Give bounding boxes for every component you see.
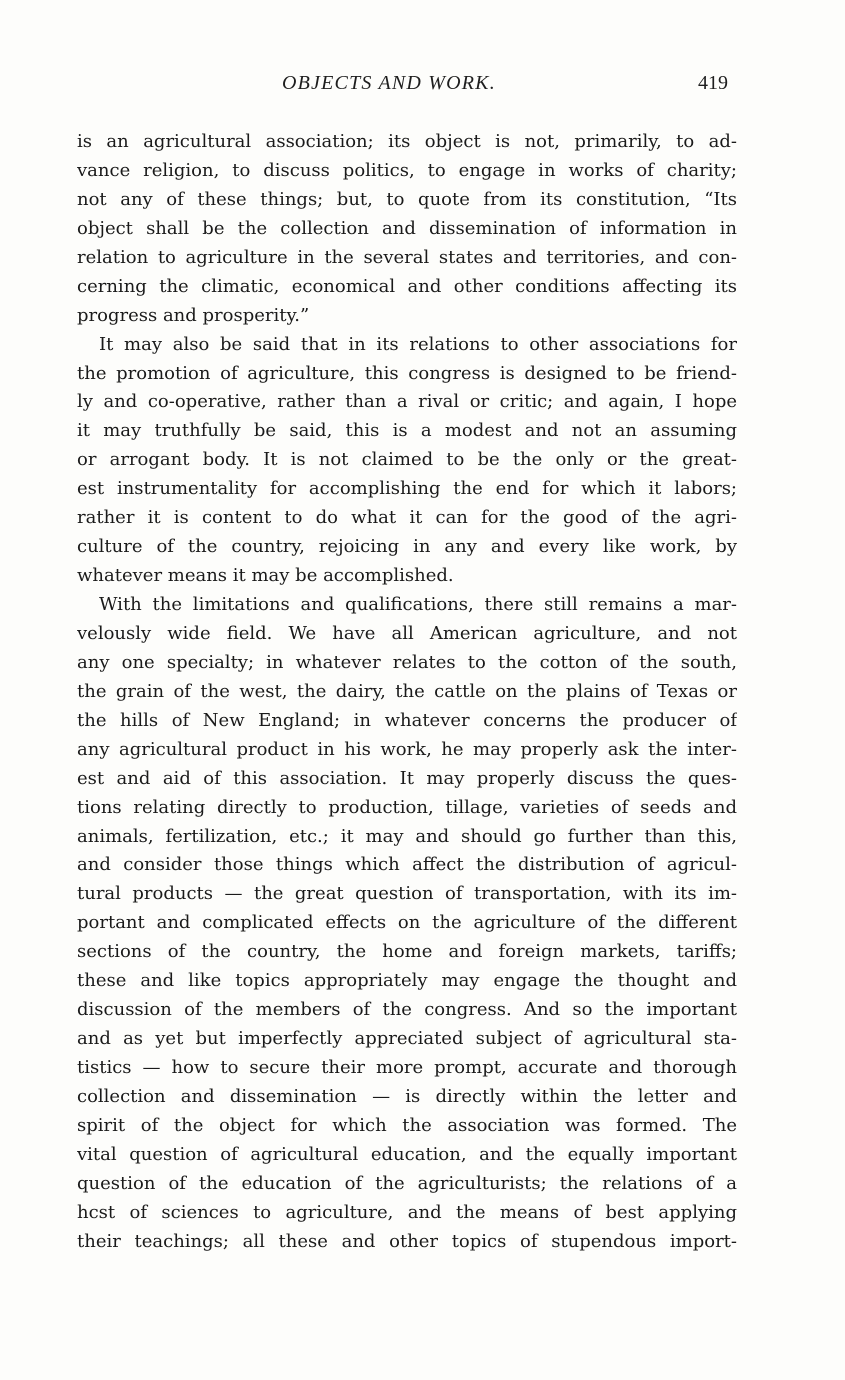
body-text — [77, 128, 737, 1257]
text-line: tistics — how to secure their more prompt, accurate and thorough — [77, 1057, 737, 1078]
paragraph-3 — [77, 591, 737, 1257]
text-line: progress and prosperity.” — [77, 304, 310, 326]
text-line: ly and co-operative, rather than a rival or critic; and again, I hope — [77, 391, 737, 413]
text-line: the grain of the west, the dairy, the cattle on the plains of Texas or — [77, 680, 737, 702]
text-line: the hills of New England; in whatever concerns the producer of — [77, 709, 737, 731]
text-line: With the limitations and qualifications, there still remains a mar- — [99, 594, 737, 615]
text-line: spirit of the object for which the association was formed. The — [77, 1114, 737, 1136]
text-line: discussion of the members of the congress. And so the important — [77, 999, 737, 1021]
text-line: est and aid of this association. It may properly discuss the ques- — [77, 767, 737, 789]
text-line: relation to agriculture in the several states and territories, and con- — [77, 246, 737, 268]
text-line: collection and dissemination — is directly within the letter and — [77, 1085, 737, 1107]
text-line: any one specialty; in whatever relates to the cotton of the south, — [77, 651, 737, 673]
text-line: it may truthfully be said, this is a modest and not an assuming — [77, 420, 737, 442]
text-line: whatever means it may be accomplished. — [77, 565, 454, 587]
running-head — [0, 72, 845, 104]
text-line: any agricultural product in his work, he may properly ask the inter- — [77, 738, 737, 760]
text-line: tural products — the great question of transportation, with its im- — [77, 883, 737, 905]
text-line: or arrogant body. It is not claimed to be the only or the great- — [77, 449, 737, 471]
text-line: question of the education of the agriculturists; the relations of a — [77, 1172, 737, 1194]
text-line: hcst of sciences to agriculture, and the means of best applying — [77, 1201, 737, 1223]
text-line: the promotion of agriculture, this congress is designed to be friend- — [77, 362, 737, 384]
text-line: tions relating directly to production, tillage, varieties of seeds and — [77, 796, 737, 818]
text-line: and consider those things which affect the distribution of agricul- — [77, 854, 737, 876]
paragraph-2 — [77, 331, 737, 591]
text-line: portant and complicated effects on the agriculture of the different — [77, 912, 737, 934]
text-line: is an agricultural association; its object is not, primarily, to ad- — [77, 131, 737, 152]
page-number: 419 — [698, 72, 728, 94]
text-line: est instrumentality for accomplishing the end for which it labors; — [77, 478, 737, 500]
text-line: rather it is content to do what it can for the good of the agri- — [77, 507, 737, 529]
text-line: culture of the country, rejoicing in any and every like work, by — [77, 536, 737, 558]
text-line: animals, fertilization, etc.; it may and should go further than this, — [77, 825, 737, 847]
text-line: sections of the country, the home and foreign markets, tariffs; — [77, 941, 737, 963]
text-line: velously wide field. We have all American agriculture, and not — [77, 622, 737, 644]
text-line: It may also be said that in its relations to other associations for — [99, 333, 737, 355]
text-line: not any of these things; but, to quote from its constitution, “Its — [77, 188, 737, 210]
paragraph-1 — [77, 128, 737, 331]
text-line: vital question of agricultural education, and the equally important — [77, 1143, 737, 1165]
text-line: cerning the climatic, economical and other conditions affecting its — [77, 275, 737, 297]
text-line: vance religion, to discuss politics, to engage in works of charity; — [77, 159, 737, 181]
text-line: these and like topics appropriately may engage the thought and — [77, 970, 737, 992]
text-line: and as yet but imperfectly appreciated subject of agricultural sta- — [77, 1028, 737, 1050]
running-title: OBJECTS AND WORK. — [282, 72, 496, 94]
text-line: object shall be the collection and dissemination of information in — [77, 217, 737, 239]
text-line: their teachings; all these and other topics of stupendous import- — [77, 1230, 737, 1252]
